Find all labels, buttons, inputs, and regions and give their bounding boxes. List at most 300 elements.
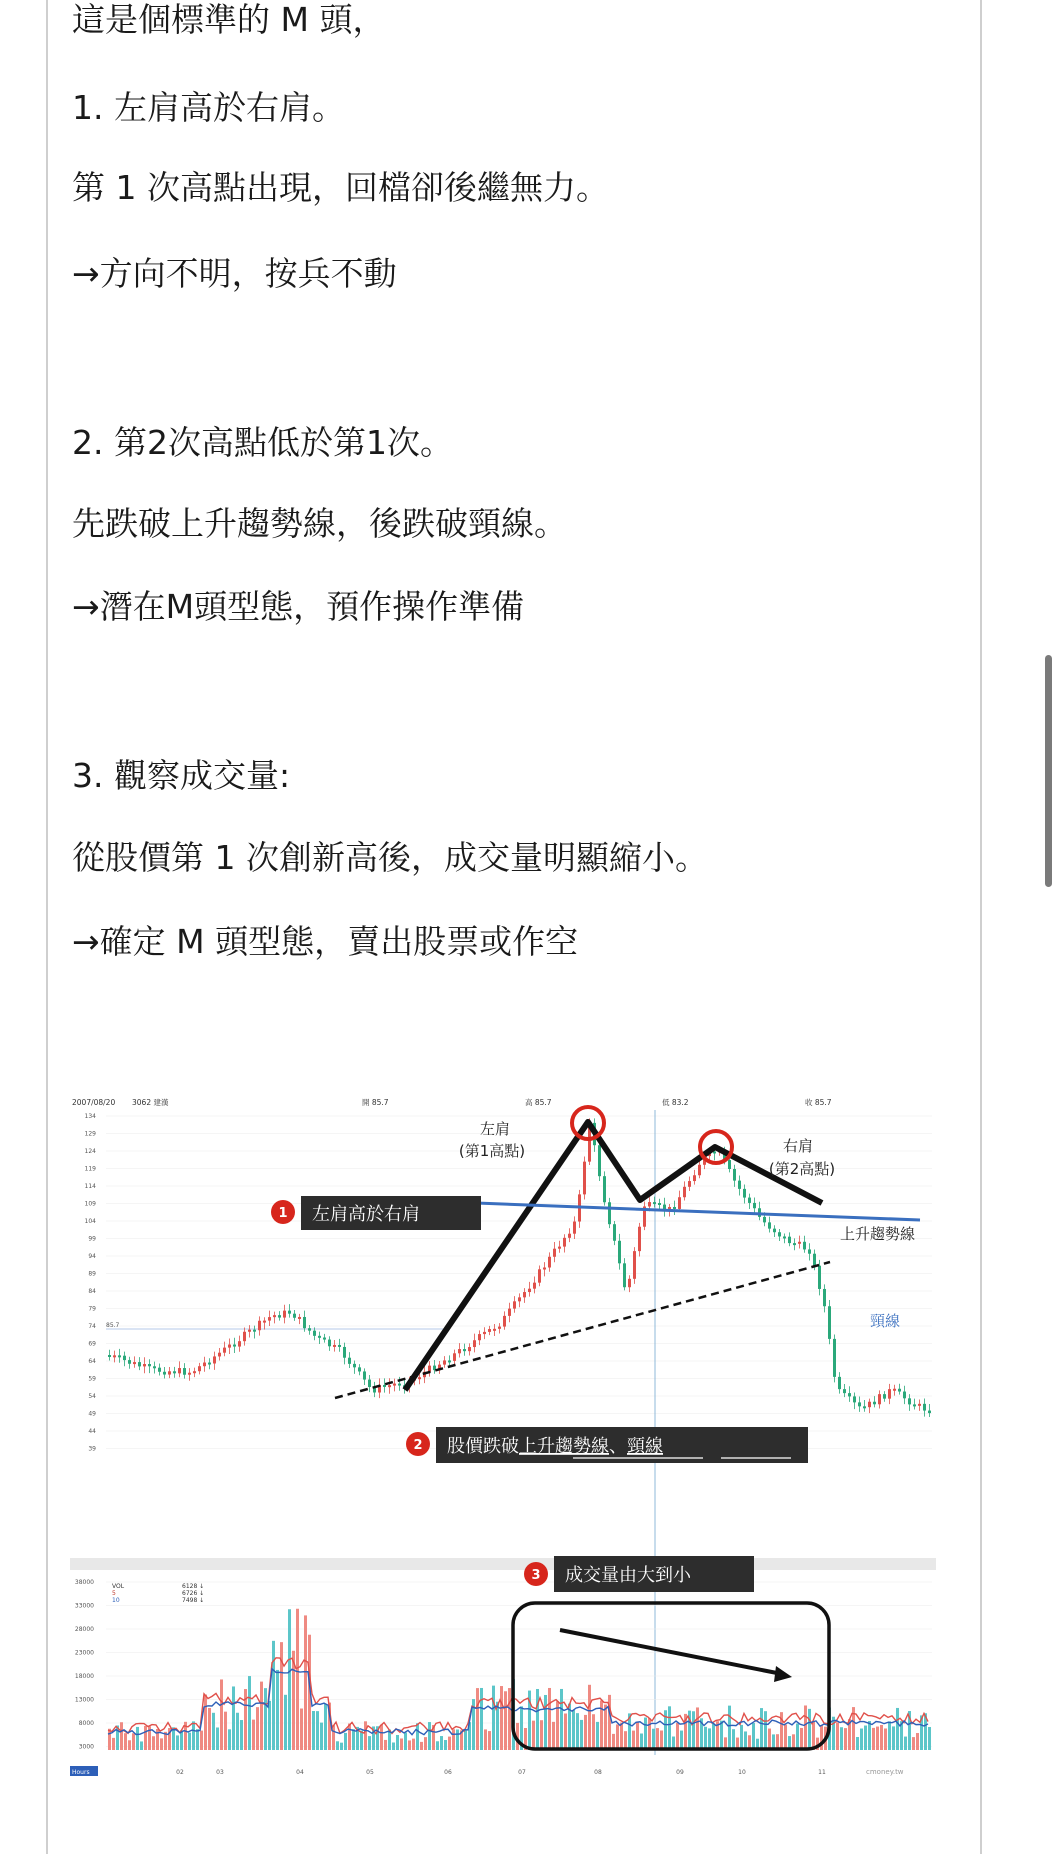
volume-bar	[836, 1722, 839, 1750]
candle-body	[623, 1263, 626, 1287]
candle-body	[388, 1385, 391, 1387]
volume-bar	[344, 1733, 347, 1750]
candle-body	[153, 1366, 156, 1368]
price-tick-label: 39	[88, 1445, 96, 1453]
volume-bar	[216, 1727, 219, 1750]
candle-body	[793, 1243, 796, 1245]
candle-body	[213, 1356, 216, 1363]
chart-high: 高 85.7	[525, 1098, 552, 1107]
price-tick-label: 109	[84, 1200, 96, 1208]
candle-body	[788, 1237, 791, 1243]
volume-bar	[712, 1723, 715, 1750]
time-tick-label: 10	[738, 1769, 746, 1776]
candle-body	[258, 1321, 261, 1330]
paragraph-point3-text: 從股價第 1 次創新高後，成交量明顯縮小。	[72, 838, 708, 877]
volume-bar	[540, 1720, 543, 1750]
panel-separator	[70, 1558, 936, 1570]
volume-bar	[860, 1729, 863, 1750]
candle-body	[278, 1315, 281, 1317]
candle-body	[368, 1380, 371, 1387]
volume-bar	[112, 1738, 115, 1750]
candle-body	[333, 1345, 336, 1347]
candle-body	[823, 1289, 826, 1306]
candle-body	[798, 1242, 801, 1244]
price-tick-label: 89	[88, 1270, 96, 1278]
candle-body	[528, 1289, 531, 1292]
volume-bar	[284, 1695, 287, 1750]
volume-bar	[172, 1727, 175, 1750]
volume-bar	[872, 1728, 875, 1750]
volume-bar	[844, 1728, 847, 1750]
volume-bar	[420, 1742, 423, 1750]
candle-body	[533, 1283, 536, 1289]
volume-bar	[912, 1737, 915, 1750]
volume-bar	[336, 1741, 339, 1750]
candle-body	[233, 1345, 236, 1347]
right-shoulder-label: 右肩	[782, 1137, 814, 1155]
hours-badge-label: Hours	[72, 1769, 90, 1776]
time-tick-label: 06	[444, 1769, 452, 1776]
volume-bar	[740, 1725, 743, 1750]
chart-stock: 3062 建漢	[132, 1098, 169, 1107]
scrollbar-thumb[interactable]	[1045, 655, 1052, 887]
volume-tick-label: 33000	[74, 1602, 94, 1610]
volume-legend-value-2: 6726 ↓	[182, 1590, 205, 1597]
volume-bar	[696, 1707, 699, 1750]
volume-bar	[680, 1731, 683, 1750]
right-shoulder-sublabel: (第2高點)	[768, 1160, 836, 1178]
price-tick-label: 129	[84, 1130, 96, 1138]
volume-bar	[552, 1722, 555, 1750]
volume-bar	[576, 1713, 579, 1750]
candle-body	[883, 1394, 886, 1399]
candle-body	[243, 1332, 246, 1341]
volume-bar	[288, 1609, 291, 1750]
volume-bar	[796, 1724, 799, 1750]
volume-bar	[340, 1743, 343, 1750]
left-shoulder-sublabel: (第1高點)	[458, 1142, 526, 1160]
candle-body	[488, 1329, 491, 1332]
volume-bar	[500, 1686, 503, 1750]
candle-body	[358, 1367, 361, 1371]
candle-body	[108, 1355, 111, 1357]
volume-bar	[592, 1714, 595, 1750]
volume-bar	[220, 1679, 223, 1750]
time-tick-label: 04	[296, 1769, 304, 1776]
price-tick-label: 74	[88, 1323, 96, 1330]
candle-body	[158, 1368, 161, 1372]
time-tick-label: 02	[176, 1769, 184, 1776]
volume-bar	[204, 1695, 207, 1750]
candle-body	[903, 1392, 906, 1399]
candle-body	[498, 1327, 501, 1329]
volume-tick-label: 8000	[78, 1720, 94, 1727]
volume-bar	[708, 1728, 711, 1750]
candle-body	[493, 1329, 496, 1331]
volume-bar	[764, 1711, 767, 1750]
candle-body	[558, 1247, 561, 1249]
volume-legend-title: VOL	[112, 1583, 125, 1590]
volume-bar	[492, 1686, 495, 1750]
candle-body	[273, 1315, 276, 1317]
volume-bar	[416, 1723, 419, 1750]
volume-bar	[832, 1717, 835, 1750]
volume-bar	[728, 1706, 731, 1750]
candle-body	[863, 1406, 866, 1408]
candle-body	[478, 1334, 481, 1340]
candle-body	[733, 1169, 736, 1181]
candle-body	[638, 1227, 641, 1251]
price-tick-label: 49	[88, 1410, 96, 1418]
candle-body	[363, 1371, 366, 1379]
volume-bar	[228, 1729, 231, 1750]
candle-body	[898, 1389, 901, 1392]
candle-body	[228, 1345, 231, 1348]
volume-bar	[480, 1688, 483, 1750]
candle-body	[748, 1198, 751, 1203]
candle-body	[208, 1363, 211, 1365]
volume-bar	[360, 1731, 363, 1750]
volume-bar	[276, 1670, 279, 1750]
candle-body	[858, 1402, 861, 1406]
candle-body	[303, 1317, 306, 1328]
candle-body	[523, 1292, 526, 1297]
volume-bar	[732, 1729, 735, 1750]
candle-body	[878, 1394, 881, 1404]
volume-bar	[888, 1721, 891, 1750]
time-tick-label: 05	[366, 1769, 374, 1776]
volume-bar	[464, 1730, 467, 1750]
candle-body	[608, 1202, 611, 1224]
candle-body	[603, 1176, 606, 1202]
price-tick-label: 84	[88, 1288, 96, 1295]
price-tick-label: 59	[88, 1375, 96, 1383]
volume-bar	[452, 1729, 455, 1750]
price-tick-label: 134	[84, 1113, 96, 1120]
candle-body	[893, 1389, 896, 1391]
volume-bar	[224, 1712, 227, 1750]
volume-bar	[188, 1733, 191, 1750]
candle-body	[118, 1355, 121, 1357]
volume-bar	[324, 1704, 327, 1750]
candle-body	[783, 1236, 786, 1238]
content-right-border	[980, 0, 982, 1854]
candle-body	[173, 1371, 176, 1373]
candle-body	[773, 1229, 776, 1233]
candle-body	[613, 1224, 616, 1241]
volume-bar	[508, 1688, 511, 1750]
volume-bar	[704, 1727, 707, 1750]
candle-body	[188, 1373, 191, 1375]
volume-bar	[456, 1729, 459, 1750]
volume-bar	[560, 1689, 563, 1750]
volume-bar	[348, 1724, 351, 1750]
volume-bar	[444, 1740, 447, 1750]
volume-bar	[532, 1721, 535, 1750]
volume-bar	[440, 1736, 443, 1750]
volume-bar	[248, 1676, 251, 1750]
candle-body	[288, 1311, 291, 1314]
volume-bar	[252, 1720, 255, 1750]
volume-tick-label: 23000	[74, 1649, 94, 1657]
volume-bar	[200, 1731, 203, 1750]
candle-body	[928, 1411, 931, 1414]
candle-body	[308, 1328, 311, 1331]
chart-low: 低 83.2	[662, 1098, 689, 1107]
volume-bar	[784, 1725, 787, 1750]
volume-bar	[384, 1740, 387, 1750]
candle-body	[283, 1311, 286, 1318]
watermark: cmoney.tw	[866, 1768, 904, 1776]
price-tick-label: 94	[88, 1253, 96, 1260]
callout-3-number: 3	[531, 1568, 541, 1583]
volume-bar	[648, 1718, 651, 1750]
candle-body	[168, 1371, 171, 1374]
callout-2-text: 股價跌破上升趨勢線、頸線	[447, 1436, 663, 1457]
volume-bar	[548, 1688, 551, 1750]
volume-bar	[424, 1737, 427, 1750]
candle-body	[133, 1362, 136, 1364]
paragraph-point2-title: 2. 第2次高點低於第1次。	[72, 423, 453, 462]
candle-body	[448, 1360, 451, 1362]
candle-body	[838, 1377, 841, 1389]
candle-body	[178, 1368, 181, 1373]
candle-body	[848, 1393, 851, 1396]
candle-body	[813, 1254, 816, 1266]
volume-bar	[296, 1609, 299, 1750]
price-tick-label: 104	[84, 1218, 96, 1225]
candle-body	[348, 1358, 351, 1364]
paragraph-point3-title: 3. 觀察成交量:	[72, 756, 291, 795]
candle-body	[328, 1340, 331, 1347]
candle-body	[828, 1306, 831, 1339]
volume-bar	[584, 1715, 587, 1750]
volume-bar	[876, 1727, 879, 1750]
candle-body	[473, 1340, 476, 1347]
volume-bar	[856, 1737, 859, 1750]
candle-body	[908, 1398, 911, 1404]
volume-bar	[320, 1723, 323, 1750]
candle-body	[183, 1368, 186, 1375]
volume-bar	[124, 1733, 127, 1750]
candle-body	[318, 1336, 321, 1338]
paragraph-point1-title: 1. 左肩高於右肩。	[72, 88, 345, 127]
candle-body	[628, 1279, 631, 1287]
volume-bar	[128, 1740, 131, 1750]
volume-bar	[352, 1729, 355, 1750]
volume-bar	[744, 1731, 747, 1750]
volume-bar	[208, 1708, 211, 1750]
candle-body	[193, 1371, 196, 1373]
paragraph-point1-action: →方向不明，按兵不動	[72, 254, 397, 293]
volume-legend-ma10: 10	[112, 1597, 120, 1604]
callout-2-number: 2	[413, 1438, 423, 1453]
volume-bar	[652, 1729, 655, 1750]
price-tick-label: 119	[84, 1165, 96, 1173]
volume-bar	[752, 1723, 755, 1750]
candle-body	[253, 1330, 256, 1332]
time-tick-label: 08	[594, 1769, 602, 1776]
paragraph-point1-text: 第 1 次高點出現，回檔卻後繼無力。	[72, 168, 609, 207]
volume-bar	[624, 1731, 627, 1750]
candle-body	[113, 1355, 116, 1357]
chart-close: 收 85.7	[805, 1098, 832, 1107]
candle-body	[778, 1232, 781, 1236]
volume-bar	[240, 1720, 243, 1750]
volume-bar	[412, 1739, 415, 1750]
price-tick-label: 114	[84, 1183, 96, 1190]
m-head-chart-figure	[70, 1090, 936, 1780]
volume-bar	[588, 1685, 591, 1750]
volume-bar	[404, 1732, 407, 1750]
candle-body	[548, 1257, 551, 1268]
volume-tick-label: 3000	[78, 1743, 94, 1751]
candle-body	[353, 1364, 356, 1367]
candle-body	[563, 1238, 566, 1247]
candle-body	[503, 1316, 506, 1327]
candle-body	[248, 1330, 251, 1332]
volume-tick-label: 13000	[74, 1696, 94, 1704]
volume-bar	[264, 1688, 267, 1750]
candle-body	[583, 1162, 586, 1195]
candle-body	[198, 1366, 201, 1371]
price-tick-label: 44	[88, 1428, 96, 1435]
volume-bar	[544, 1695, 547, 1750]
left-shoulder-label: 左肩	[479, 1120, 511, 1138]
candle-body	[658, 1203, 661, 1205]
time-tick-label: 03	[216, 1769, 224, 1776]
volume-bar	[768, 1729, 771, 1750]
price-tick-label: 54	[88, 1393, 96, 1400]
volume-bar	[896, 1708, 899, 1750]
candle-body	[763, 1217, 766, 1222]
volume-bar	[272, 1641, 275, 1750]
volume-bar	[668, 1706, 671, 1750]
candle-body	[398, 1384, 401, 1386]
volume-bar	[904, 1737, 907, 1750]
candle-body	[818, 1266, 821, 1289]
candle-body	[808, 1249, 811, 1253]
callout-1-number: 1	[278, 1206, 288, 1221]
candle-body	[223, 1348, 226, 1353]
price-tick-label: 79	[88, 1305, 96, 1313]
candle-body	[768, 1222, 771, 1228]
volume-bar	[760, 1708, 763, 1750]
volume-bar	[812, 1721, 815, 1750]
volume-bar	[604, 1705, 607, 1750]
volume-bar	[484, 1729, 487, 1750]
candle-body	[123, 1356, 126, 1360]
candle-body	[458, 1349, 461, 1353]
time-tick-label: 09	[676, 1769, 684, 1776]
candle-body	[598, 1145, 601, 1176]
candle-body	[923, 1404, 926, 1411]
volume-bar	[864, 1726, 867, 1750]
volume-bar	[152, 1736, 155, 1750]
candle-body	[568, 1234, 571, 1238]
candle-body	[268, 1317, 271, 1321]
volume-bar	[616, 1724, 619, 1750]
volume-bar	[428, 1722, 431, 1750]
volume-bar	[720, 1721, 723, 1750]
volume-bar	[564, 1714, 567, 1751]
volume-bar	[260, 1682, 263, 1750]
paragraph-intro: 這是個標準的 M 頭，	[72, 0, 386, 39]
candle-body	[203, 1363, 206, 1367]
candle-body	[688, 1181, 691, 1187]
candle-body	[913, 1404, 916, 1406]
candle-body	[468, 1347, 471, 1351]
paragraph-point2-text: 先跌破上升趨勢線，後跌破頸線。	[72, 504, 567, 543]
candle-body	[138, 1362, 141, 1366]
candle-body	[843, 1389, 846, 1393]
volume-bar	[304, 1615, 307, 1750]
candle-body	[648, 1202, 651, 1206]
volume-bar	[380, 1724, 383, 1750]
candle-body	[803, 1242, 806, 1250]
volume-bar	[368, 1736, 371, 1750]
volume-bar	[256, 1707, 259, 1750]
volume-bar	[108, 1729, 111, 1750]
candle-body	[418, 1377, 421, 1379]
volume-bar	[692, 1711, 695, 1750]
volume-bar	[536, 1689, 539, 1750]
volume-bar	[884, 1728, 887, 1750]
volume-bar	[196, 1729, 199, 1750]
candle-body	[143, 1364, 146, 1366]
candle-body	[683, 1187, 686, 1197]
volume-bar	[580, 1720, 583, 1750]
volume-bar	[436, 1741, 439, 1750]
volume-bar	[880, 1725, 883, 1750]
volume-bar	[316, 1711, 319, 1750]
volume-bar	[488, 1731, 491, 1750]
candle-body	[393, 1384, 396, 1386]
price-tick-label: 124	[84, 1148, 96, 1155]
uptrend-line-label: 上升趨勢線	[840, 1225, 916, 1243]
candle-body	[673, 1207, 676, 1209]
volume-bar	[364, 1721, 367, 1750]
volume-bar	[620, 1723, 623, 1750]
candle-body	[653, 1202, 656, 1204]
volume-bar	[312, 1711, 315, 1750]
candle-body	[738, 1181, 741, 1189]
candle-body	[553, 1249, 556, 1257]
volume-bar	[636, 1722, 639, 1750]
volume-tick-label: 28000	[74, 1626, 94, 1633]
volume-bar	[808, 1709, 811, 1750]
callout-3-text: 成交量由大到小	[565, 1565, 691, 1586]
candle-body	[293, 1314, 296, 1318]
candle-body	[443, 1360, 446, 1364]
candle-body	[313, 1331, 316, 1336]
candle-body	[693, 1175, 696, 1181]
paragraph-point2-action: →潛在M頭型態，預作操作準備	[72, 587, 525, 626]
volume-bar	[572, 1710, 575, 1750]
candle-body	[453, 1353, 456, 1361]
candle-body	[163, 1372, 166, 1375]
volume-bar	[132, 1733, 135, 1750]
paragraph-point3-action: →確定 M 頭型態，賣出股票或作空	[72, 922, 579, 961]
volume-bar	[916, 1733, 919, 1750]
candle-body	[573, 1222, 576, 1234]
candle-body	[518, 1297, 521, 1301]
candle-body	[543, 1268, 546, 1270]
candle-body	[338, 1345, 341, 1347]
time-tick-label: 07	[518, 1769, 526, 1776]
candle-body	[218, 1353, 221, 1357]
neckline-label: 頸線	[870, 1312, 901, 1330]
